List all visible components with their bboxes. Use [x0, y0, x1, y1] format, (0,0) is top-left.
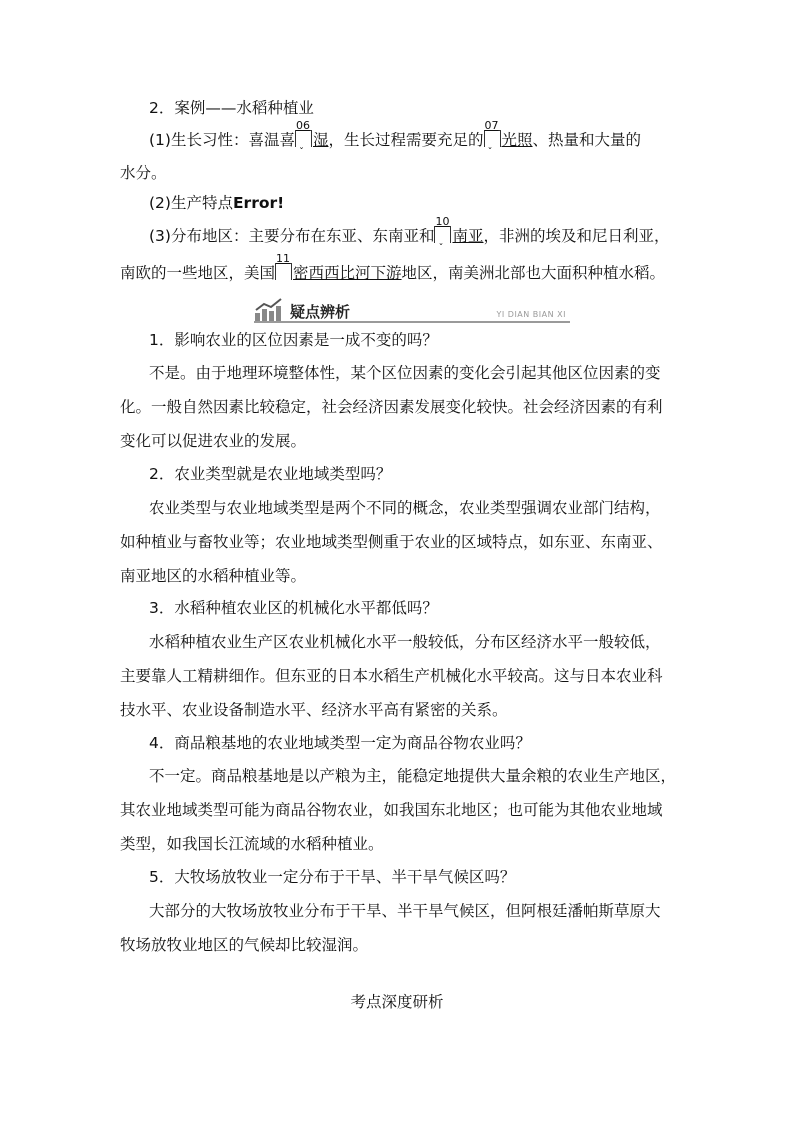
answer-line: 如种植业与畜牧业等；农业地域类型侧重于农业的区域特点，如东亚、东南亚、 [120, 533, 663, 551]
banner-divider [254, 321, 570, 323]
blank-answer: 湿 [312, 131, 329, 149]
answer-blank [275, 252, 402, 283]
text: ，生长过程需要充足的 [328, 131, 484, 149]
paragraph-growth-habit [149, 119, 642, 158]
answer-line: 类型，如我国长江流域的水稻种植业。 [120, 835, 384, 853]
answer-line: 水稻种植农业生产区农业机械化水平一般较低，分布区经济水平一般较低， [149, 633, 661, 651]
answer-line: 技水平、农业设备制造水平、经济水平高有紧密的关系。 [120, 701, 508, 719]
answer-line: 不一定。商品粮基地是以产粮为主，能稳定地提供大量余粮的农业生产地区， [149, 767, 677, 785]
error-text: Error! [232, 194, 285, 212]
paragraph-distribution [149, 215, 670, 254]
paragraph-production [149, 193, 284, 213]
blank-box-icon [295, 119, 312, 147]
question: 2．农业类型就是农业地域类型吗？ [149, 465, 392, 483]
text: (3)分布地区：主要分布在东亚、东南亚和 [149, 227, 435, 245]
answer-line: 化。一般自然因素比较稳定，社会经济因素发展变化较快。社会经济因素的有利 [120, 398, 663, 416]
blank-number: 11 [276, 252, 291, 265]
blank-answer: 密西西比河下游 [293, 264, 402, 282]
answer-line: 其农业地域类型可能为商品谷物农业，如我国东北地区；也可能为其他农业地域 [120, 801, 663, 819]
banner-title: 疑点辨析 [290, 303, 351, 321]
question: 4．商品粮基地的农业地域类型一定为商品谷物农业吗？ [149, 734, 531, 752]
text: 南欧的一些地区，美国 [120, 264, 276, 282]
answer-blank [295, 119, 329, 158]
answer-blank [434, 215, 484, 254]
answer-line: 南亚地区的水稻种植业等。 [120, 567, 307, 585]
text: 、热量和大量的 [532, 131, 642, 149]
paragraph-continuation [120, 252, 666, 283]
tick-icon: ˇ [487, 147, 493, 158]
text: 地区，南美洲北部也大面积种植水稻。 [401, 264, 666, 282]
answer-line: 变化可以促进农业的发展。 [120, 432, 307, 450]
answer-line: 主要靠人工精耕细作。但东亚的日本水稻生产机械化水平较高。这与日本农业科 [120, 667, 663, 685]
question: 5．大牧场放牧业一定分布于干旱、半干旱气候区吗？ [149, 868, 516, 886]
blank-number: 07 [484, 119, 499, 132]
section-heading: 2．案例——水稻种植业 [149, 99, 314, 117]
banner-subtitle: YI DIAN BIAN XI [496, 310, 566, 319]
blank-answer: 南亚 [452, 227, 484, 245]
answer-blank [484, 119, 533, 158]
question: 1．影响农业的区位因素是一成不变的吗？ [149, 331, 438, 349]
answer-line: 牧场放牧业地区的气候却比较湿润。 [120, 936, 369, 954]
text: (1)生长习性：喜温喜 [149, 131, 295, 149]
tick-icon: ˇ [438, 243, 444, 254]
chart-trend-icon [254, 297, 284, 323]
answer-line: 农业类型与农业地域类型是两个不同的概念，农业类型强调农业部门结构， [149, 499, 661, 517]
text: (2)生产特点 [149, 194, 233, 212]
paragraph-continuation: 水分。 [120, 164, 167, 182]
blank-answer: 光照 [501, 131, 533, 149]
question: 3．水稻种植农业区的机械化水平都低吗？ [149, 599, 438, 617]
section-title: 考点深度研析 [350, 993, 444, 1011]
answer-line: 不是。由于地理环境整体性，某个区位因素的变化会引起其他区位因素的变 [149, 364, 661, 382]
blank-number: 06 [295, 119, 310, 132]
blank-number: 10 [435, 215, 450, 228]
blank-box-icon [434, 215, 451, 243]
section-banner [254, 297, 570, 325]
tick-icon: ˇ [298, 147, 304, 158]
blank-box-icon [484, 119, 501, 147]
blank-box-icon [275, 252, 292, 280]
text: ，非洲的埃及和尼日利亚， [483, 227, 670, 245]
answer-line: 大部分的大牧场放牧业分布于干旱、半干旱气候区，但阿根廷潘帕斯草原大 [149, 902, 661, 920]
